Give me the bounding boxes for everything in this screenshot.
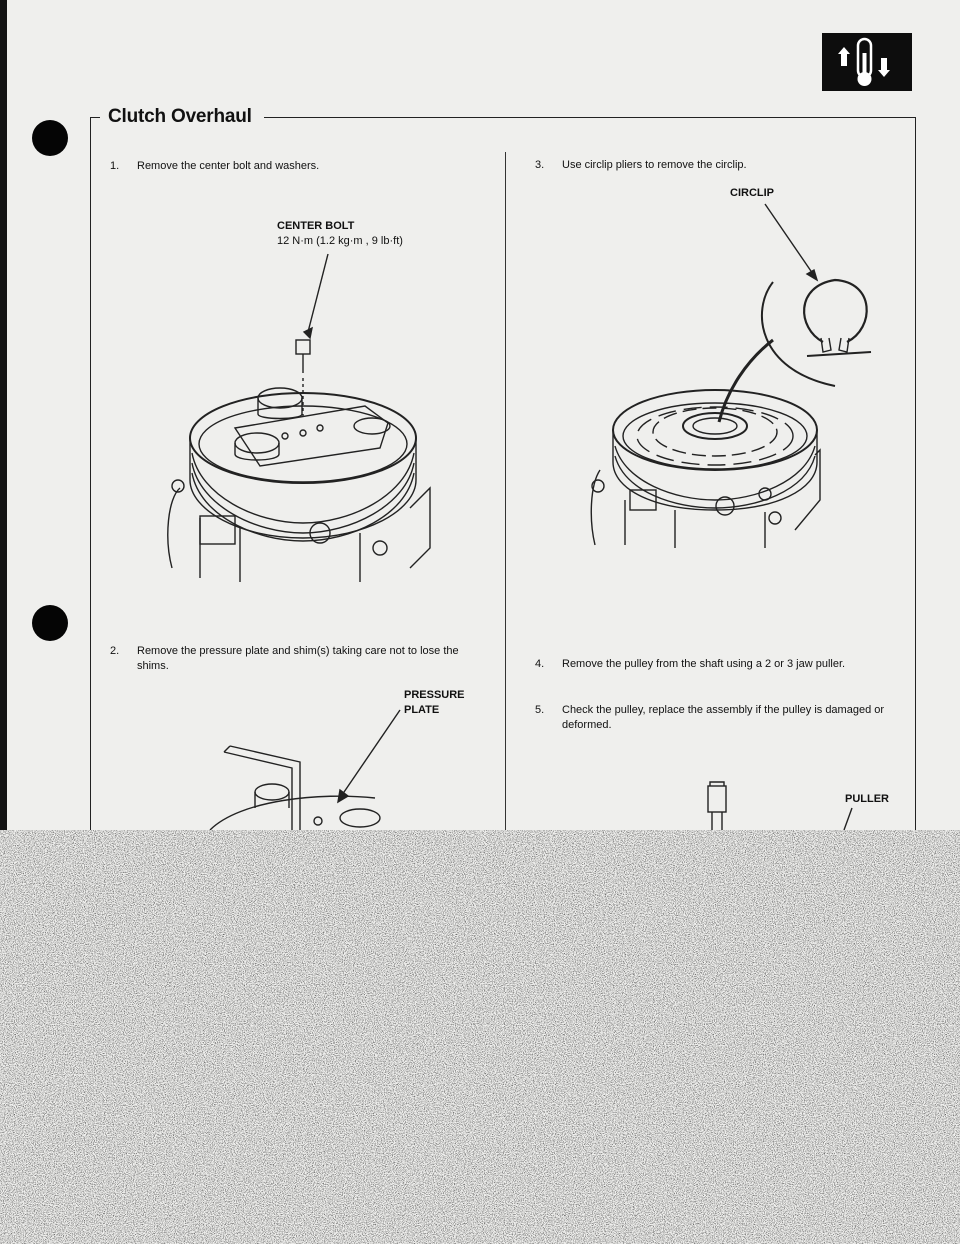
step-2 [110,644,480,674]
step-number: 5. [535,704,545,716]
callout-label: PLATE [404,704,440,716]
binder-hole [32,605,68,641]
step-number: 2. [110,645,120,657]
section-title: Clutch Overhaul [100,106,264,128]
step-text: Check the pulley, replace the assembly if the pulley is damaged or deformed. [562,704,885,731]
step-text: Remove the pressure plate and shim(s) taking care not to lose the shims. [137,645,459,672]
page-edge [0,0,7,830]
heating-ac-icon [822,33,912,91]
step-1 [110,159,490,174]
step-5 [535,703,905,733]
step-number: 4. [535,658,545,670]
step-number: 1. [110,160,120,172]
binder-hole [32,120,68,156]
callout-label: PRESSURE [404,689,465,701]
callout-circlip: CIRCLIP [730,187,774,199]
step-text: Remove the center bolt and washers. [137,160,320,172]
callout-center-bolt [277,219,403,249]
section-frame-left [90,117,91,830]
figure-center-bolt [160,248,440,588]
step-text: Remove the pulley from the shaft using a 2 or 3 jaw puller. [562,658,846,670]
callout-label: CENTER BOLT [277,220,355,232]
callout-torque: 12 N·m (1.2 kg·m , 9 lb·ft) [277,235,403,247]
step-4 [535,657,905,672]
figure-pressure-plate [200,700,460,830]
step-number: 3. [535,159,545,171]
column-divider [505,152,506,830]
figure-circlip [585,200,905,560]
step-text: Use circlip pliers to remove the circlip. [562,159,747,171]
callout-puller: PULLER [845,793,889,805]
section-frame-right [915,117,916,830]
step-3 [535,158,905,173]
scan-noise-area [0,830,960,1244]
figure-puller [700,780,860,830]
